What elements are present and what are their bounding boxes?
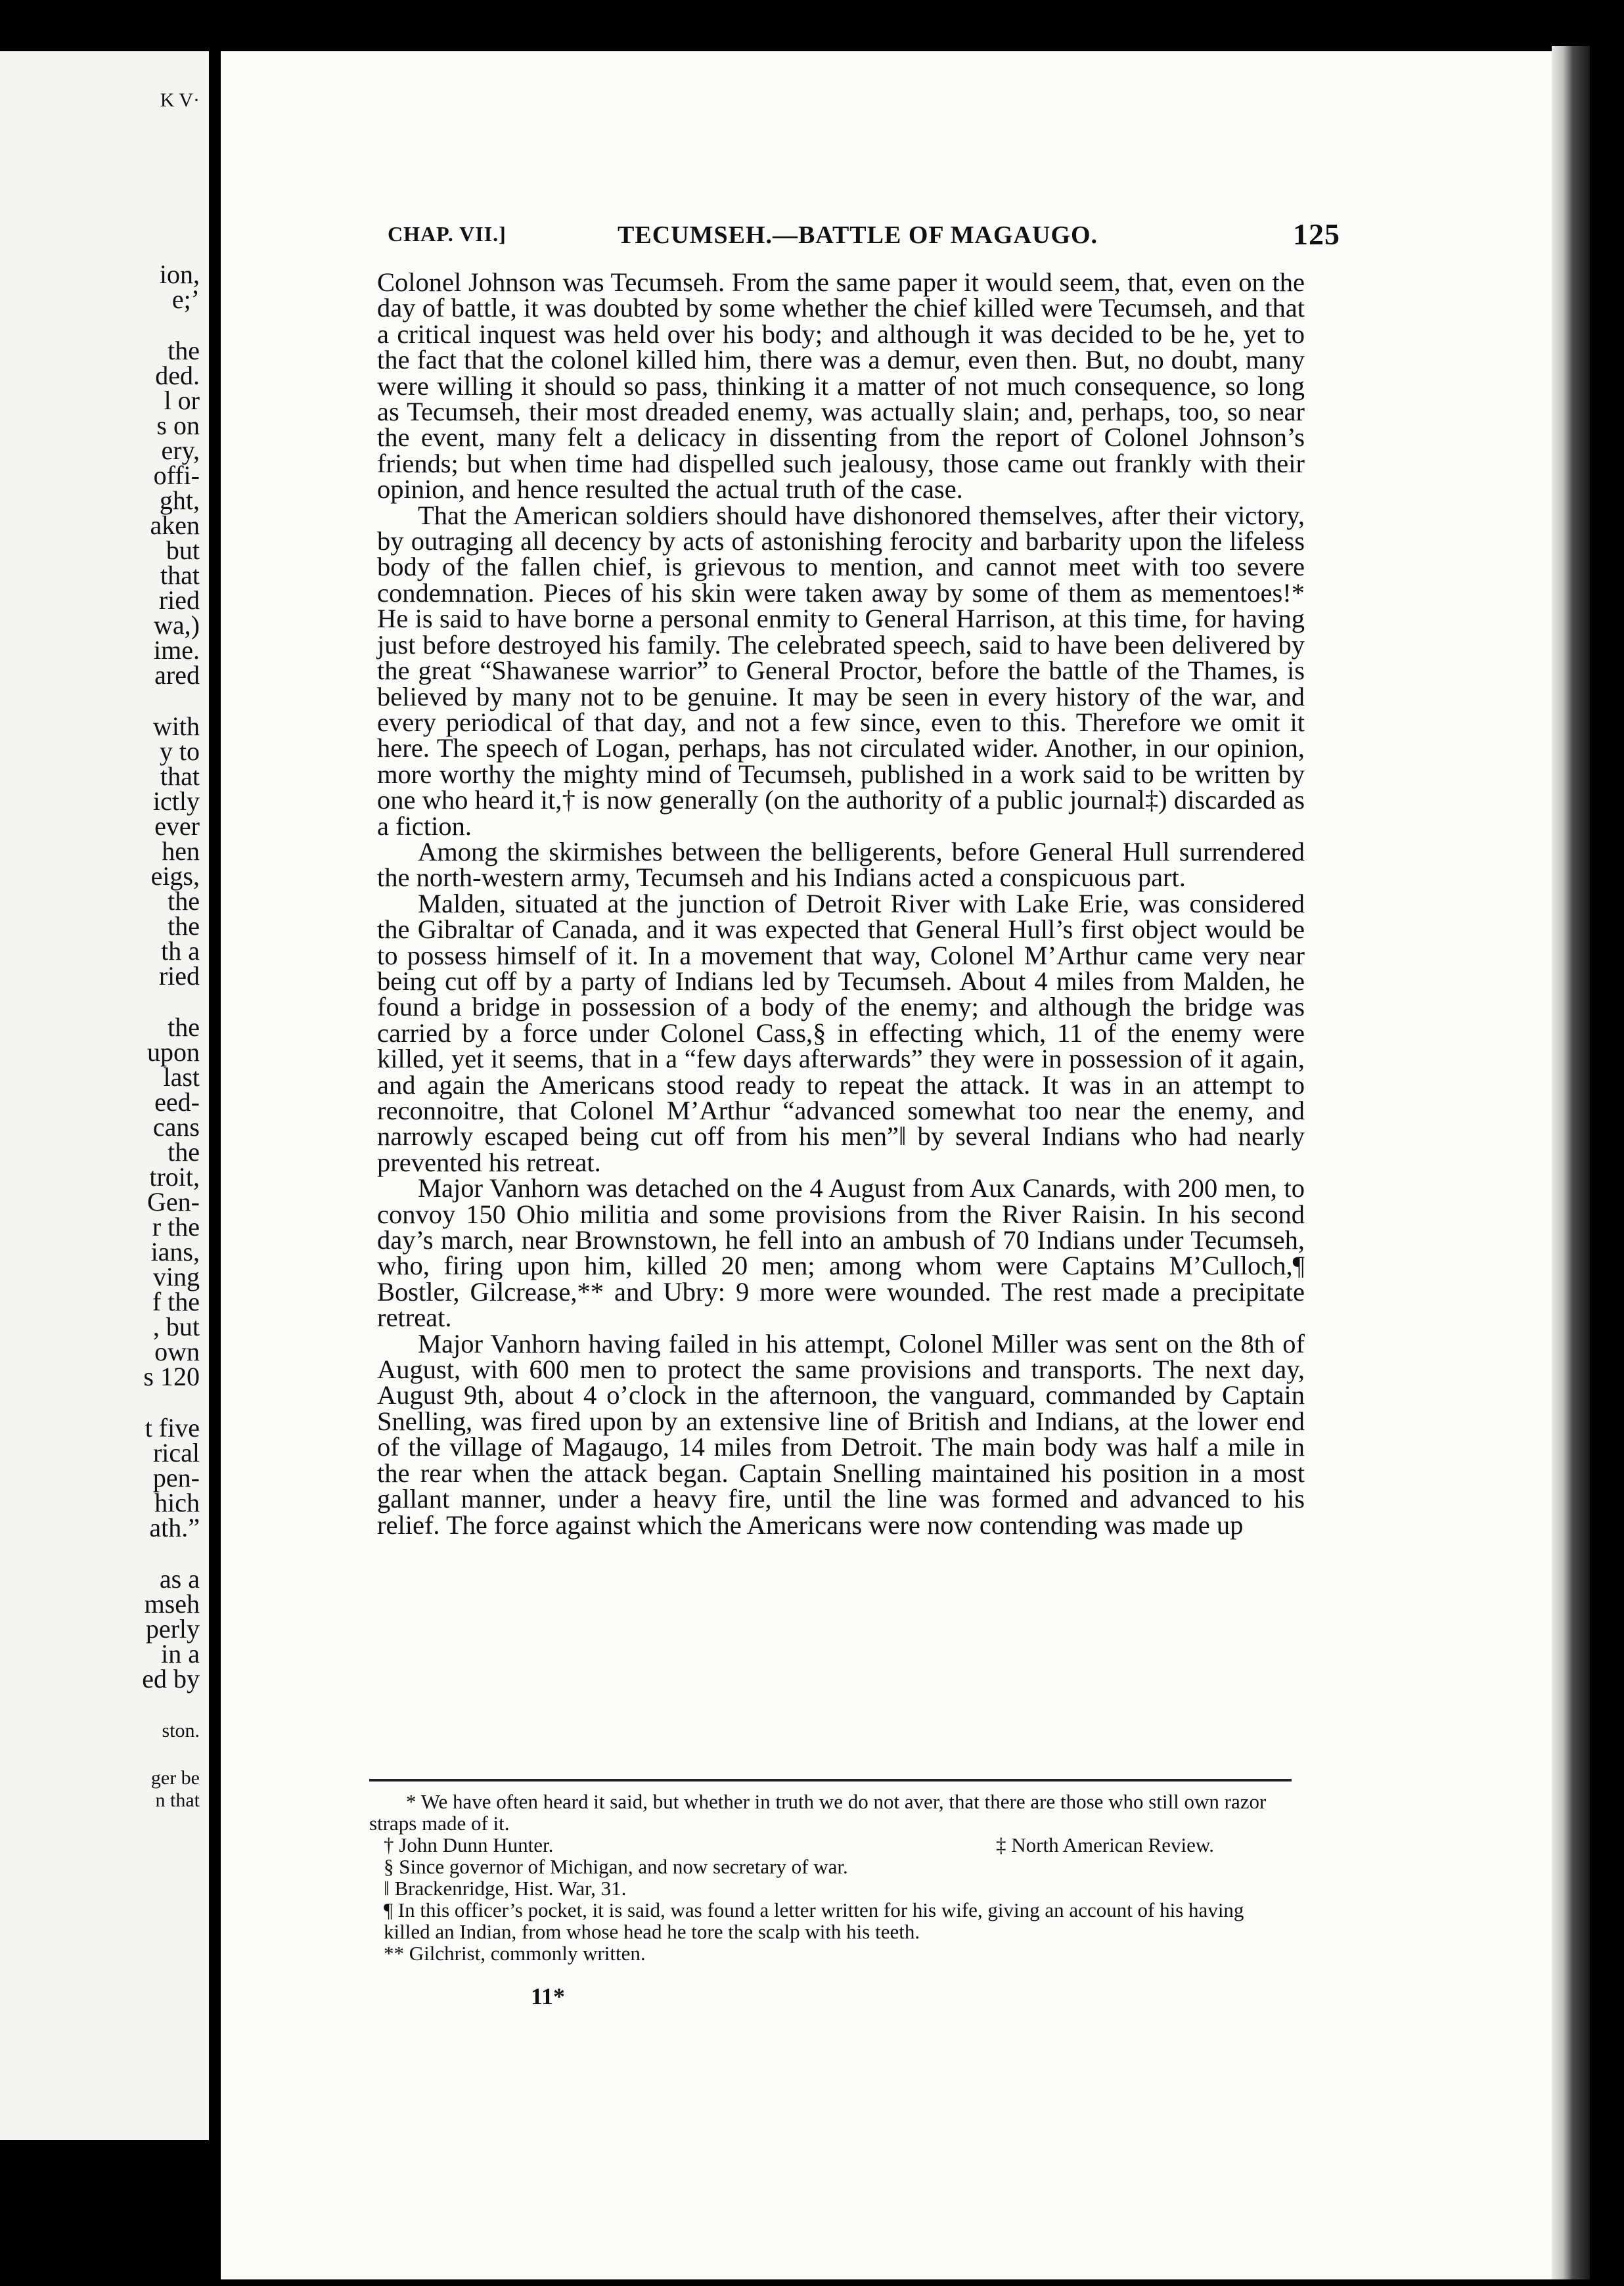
facing-page-text-fragment: troit, (149, 1162, 200, 1192)
footnote-rule (369, 1779, 1292, 1782)
facing-page-text-fragment: wa,) (154, 610, 200, 640)
facing-page-text-fragment: ime. (154, 635, 200, 665)
body-text (377, 269, 1305, 1538)
facing-page-text-fragment: as a (159, 1564, 200, 1594)
page-number: 125 (1293, 217, 1340, 251)
facing-page-text-fragment: Gen- (147, 1187, 200, 1217)
facing-page-text-fragment: ever (154, 811, 200, 841)
facing-page-text-fragment: the (168, 1137, 200, 1167)
facing-page-text-fragment: ared (154, 660, 200, 690)
signature-mark: 11* (531, 1983, 566, 2009)
page-edge (1552, 46, 1590, 2279)
facing-page-text-fragment: , but (152, 1312, 200, 1341)
footnote-double-dagger: ‡ North American Review. (996, 1833, 1215, 1856)
facing-page-text-fragment: in a (161, 1639, 200, 1669)
facing-page-text-fragment: own (154, 1337, 200, 1366)
facing-page-text-fragment: rical (152, 1438, 200, 1468)
facing-page-text-fragment: aken (150, 510, 200, 540)
facing-page-text-fragment: ictly (152, 786, 200, 816)
facing-page-text-fragment: hich (154, 1488, 200, 1517)
footnote-star: * We have often heard it said, but whether in truth we do not aver, that there are those who still own razor straps made of it. (369, 1790, 1267, 1835)
facing-page-text-fragment: the (168, 911, 200, 941)
facing-page-text-fragment: K V· (160, 89, 200, 111)
facing-page-text-fragment: n that (155, 1789, 200, 1811)
facing-page-text-fragment: hen (162, 836, 200, 866)
footnote-dagger: † John Dunn Hunter. (384, 1833, 554, 1856)
facing-page-text-fragment: cans (152, 1112, 200, 1142)
facing-page-text-fragment: eed- (154, 1087, 200, 1117)
facing-page-text-fragment: upon (147, 1037, 200, 1067)
facing-page-text-fragment: pen- (152, 1463, 200, 1492)
facing-page-text-fragment: the (168, 336, 200, 365)
paragraph: Among the skirmishes between the belligerents, before General Hull surrendered the north-western army, Tecumseh and his Indians acted a conspicuous part. (377, 836, 1305, 893)
footnote-double-star: ** Gilchrist, commonly written. (384, 1942, 646, 1965)
facing-page-text-fragment: ion, (159, 259, 200, 289)
facing-page-text-fragment: th a (161, 936, 200, 966)
facing-page-text-fragment: the (168, 1012, 200, 1042)
running-title: TECUMSEH.—BATTLE OF MAGAUGO. (618, 221, 1098, 249)
facing-page-text-fragment: offi- (153, 460, 200, 490)
paragraph: Major Vanhorn was detached on the 4 August from Aux Canards, with 200 men, to convoy 150 Ohio militia and some provisions from the River Raisin. In his second day’s march, near Brownstown, he fell into an ambush of 70 Indians under Tecumseh, who, firing upon him, killed 20 men; among whom were Captains M’Culloch,¶ Bostler, Gilcrease,** and Ubry: 9 more were wounded. The rest made a precipitate retreat. (377, 1173, 1305, 1333)
facing-page-text-fragment: ger be (150, 1767, 200, 1789)
paragraph: Malden, situated at the junction of Detroit River with Lake Erie, was considered the Gibraltar of Canada, and it was expected that General Hull’s first object would be to possess himself of it. In a movement that way, Colonel M’Arthur came very near being cut off by a party of Indians led by Tecumseh. About 4 miles from Malden, he found a bridge in possession of a body of the enemy; and although the bridge was carried by a force under Colonel Cass,§ in effecting which, 11 of the enemy were killed, yet it seems, that in a “few days afterwards” they were in possession of it again, and again the Americans stood ready to repeat the attack. It was in an attempt to reconnoitre, that Colonel M’Arthur “advanced somewhat too near the enemy, and narrowly escaped being cut off from his men”‖ by several Indians who had nearly prevented his retreat. (377, 888, 1305, 1177)
facing-page-text-fragment: f the (152, 1287, 200, 1316)
facing-page-text-fragment: ving (152, 1262, 200, 1291)
footnote-section: § Since governor of Michigan, and now secretary of war. (384, 1855, 848, 1878)
paragraph: That the American soldiers should have dishonored themselves, after their victory, by outraging all decency by acts of astonishing ferocity and barbarity upon the lifeless body of the fallen chief, is grievous to mention, and cannot meet with too severe condemnation. Pieces of his skin were taken away by some of them as mementoes!* He is said to have borne a personal enmity to General Harrison, at this time, for having just before destroyed his family. The celebrated speech, said to have been delivered by the great “Shawanese warrior” to General Proctor, before the battle of the Thames, is believed by many not to be genuine. It may be seen in every history of the war, and every periodical of that day, and not a few since, even to this. Therefore we omit it here. The speech of Logan, perhaps, has not circulated wider. Another, in our opinion, more worthy the mighty mind of Tecumseh, published in a work said to be written by one who heard it,† is now generally (on the authority of a public journal‡) discarded as a fiction. (377, 500, 1305, 841)
facing-page-text-fragment: ried (158, 585, 200, 615)
running-header (388, 217, 1340, 256)
facing-page-text-fragment: ed by (142, 1664, 200, 1693)
facing-page-text-fragment: ery, (161, 436, 200, 465)
facing-page-text-fragment: ians, (150, 1237, 200, 1266)
chapter-label: CHAP. VII.] (388, 222, 507, 246)
facing-page-text-fragment: mseh (144, 1589, 200, 1619)
facing-page-text-fragment: ath.” (149, 1513, 200, 1542)
paragraph: Major Vanhorn having failed in his attempt, Colonel Miller was sent on the 8th of August, with 600 men to protect the same provisions and transports. The next day, August 9th, about 4 o’clock in the afternoon, the vanguard, commanded by Captain Snelling, was fired upon by an extensive line of British and Indians, at the lower end of the village of Magaugo, 14 miles from Detroit. The main body was half a mile in the rear when the attack began. Captain Snelling maintained his position in a most gallant manner, under a heavy fire, until the line was formed and advanced to his relief. The force against which the Americans were now contending was made up (377, 1328, 1305, 1540)
facing-page-text-fragment: ded. (155, 361, 200, 390)
facing-page-text-fragment: ght, (159, 485, 200, 515)
facing-page-text-fragment: t five (145, 1413, 200, 1443)
facing-page-text-fragment: e;’ (171, 284, 200, 314)
facing-page-text-fragment: the (168, 886, 200, 916)
facing-page-text-fragment: y to (159, 736, 200, 766)
facing-page-text-fragment: r the (152, 1212, 200, 1242)
facing-page-text-fragment: eigs, (150, 861, 200, 891)
facing-page-text-fragment: with (152, 711, 200, 741)
facing-page-text-fragment: ston. (162, 1720, 200, 1741)
facing-page-text-fragment: l or (164, 386, 200, 415)
facing-page-text-fragment: s on (156, 411, 200, 440)
facing-page-text-fragment: but (166, 535, 200, 565)
footnote-parallel: ‖ Brackenridge, Hist. War, 31. (384, 1877, 627, 1900)
facing-page-text-fragment: that (160, 761, 200, 791)
facing-page-text-fragment: perly (145, 1614, 200, 1644)
facing-page-text-fragment: ried (158, 961, 200, 991)
paragraph: Colonel Johnson was Tecumseh. From the same paper it would seem, that, even on the day of battle, it was doubted by some whether the chief killed were Tecumseh, and that a critical inquest was held over his body; and although it was decided to be he, yet to the fact that the colonel killed him, there was a demur, even then. But, no doubt, many were willing it should so pass, thinking it a matter of not much consequence, so long as Tecumseh, their most dreaded enemy, was actually slain; and, perhaps, too, so near the event, many felt a delicacy in dissenting from the report of Colonel Johnson’s friends; but when time had dispelled such jealousy, those came out frankly with their opinion, and hence resulted the actual truth of the case. (377, 267, 1305, 504)
facing-page-text-fragment: last (163, 1062, 200, 1092)
facing-page-text-fragment: s 120 (143, 1362, 200, 1391)
footnote-pilcrow: ¶ In this officer’s pocket, it is said, was found a letter written for his wife, giving an account of his having killed an Indian, from whose head he tore the scalp with his teeth. (384, 1898, 1244, 1943)
facing-page-text-fragment: that (160, 560, 200, 590)
facing-page-fragment (0, 51, 209, 2140)
footnotes (369, 1791, 1293, 1964)
